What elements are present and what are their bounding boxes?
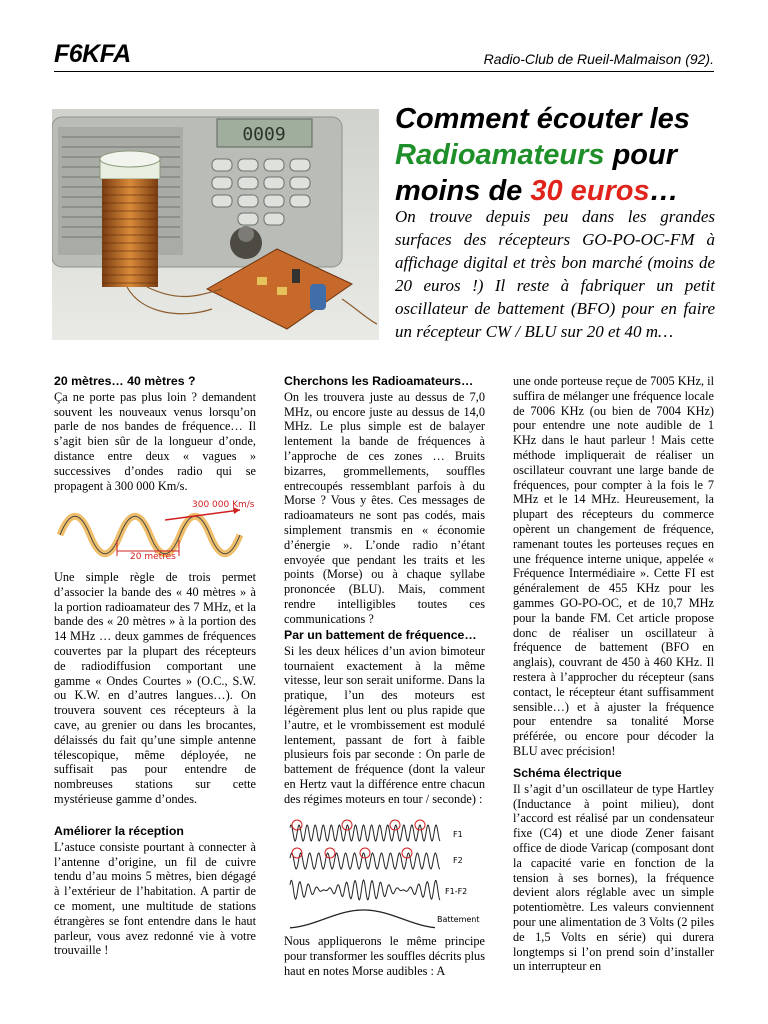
paragraph: Il s’agit d’un oscillateur de type Hartley (Inductance à point milieu), dont l’accord est réalisé par un condensateur fixe (C4) et une diode Zener faisant office de diode Varicap (composant dont la capacité varie en fonction de la tension à ses bornes), la fréquence devient alors réglable avec un simple potentiomètre. Les valeurs conviennent pour une alimentation de 3 Volts (2 piles de 1,5 Volts en série) qui durera longtemps si l’on prend soin d’installer un interrupteur en (513, 781, 714, 974)
label-battement: Battement (437, 915, 480, 924)
label-f1-f2: F1-F2 (445, 887, 468, 896)
paragraph: Une simple règle de trois permet d’associer la bande des « 40 mètres » à la portion radioamateur des 7 MHz, et la bande des « 20 mètres » à la portion des 14 MHz … deux gammes de fréquences couvertes par la plupart des récepteurs de radiodiffusion comportant une gamme « Ondes Courtes » (O.C., S.W. ou K.W. en d’autres langues…). On trouvera souvent ces récepteurs à la cave, au grenier ou dans les brocantes, délaissés du fait qu’une simple antenne télescopique, même déployée, ne suffisait pas pour entendre de nombreuses stations sur cette mystérieuse gamme d’ondes. (54, 570, 256, 806)
title-radioamateurs: Radioamateurs (395, 139, 605, 171)
beat-frequency-diagram (285, 815, 485, 935)
section-schema-electrique (513, 766, 714, 974)
section-ameliorer-reception (54, 824, 256, 958)
section-heading: Schéma électrique (513, 766, 622, 780)
section-heading: Par un battement de fréquence… (284, 628, 477, 642)
wavelength-diagram (55, 490, 255, 562)
section-heading: Améliorer la réception (54, 824, 184, 838)
label-f2: F2 (453, 856, 463, 865)
section-battement (284, 628, 485, 807)
wave-f1-f2 (290, 880, 440, 900)
wave-f1 (290, 825, 440, 841)
paragraph: Ça ne porte pas plus loin ? demandent souvent les nouveaux venus lorsqu’on parle de nos bandes de fréquence… Il s’agit bien sûr de la longueur d’onde, distance entre deux « vagues » successives d’ondes radio qui se propagent à 300 000 Km/s. (54, 389, 256, 493)
section-heading: Cherchons les Radioamateurs… (284, 374, 474, 388)
section-cherchons (284, 374, 485, 627)
article-title (395, 101, 725, 209)
title-line-2 (395, 137, 725, 173)
receiver-photo (52, 109, 379, 340)
radio-body (52, 117, 342, 267)
speed-label: 300 000 Km/s (192, 500, 255, 510)
section-battement-cont (284, 934, 485, 978)
paragraph: Si les deux hélices d’un avion bimoteur tournaient exactement à la même vitesse, leur son serait uniforme. Dans la pratique, l’un des moteurs est légèrement plus lent ou plus rapide que l’autre, et le vrombissement est modulé lentement, passant de fort à faible plusieurs fois par seconde : On parle de battement de fréquence (dont la valeur en Hertz vaut la différence entre chacun des régimes moteurs en tour / seconde) : (284, 643, 485, 806)
wave-f2 (290, 853, 440, 869)
header-divider (54, 71, 714, 72)
section-20-40-metres (54, 374, 256, 493)
title-line-3 (395, 173, 725, 209)
wavelength-label: 20 mètres (130, 552, 176, 562)
paragraph: une onde porteuse reçue de 7005 KHz, il suffira de mélanger une fréquence locale de 7006 KHz (ou bien de 7004 KHz) pour entendre une note audible de 1 KHz dans le haut parleur ! Mais cette méthode impliquerait de réaliser un oscillateur couvrant une large bande de fréquences, pour compter à la fois le 7 MHz et le 14 MHz. Heureusement, la plupart des récepteurs du commerce opèrent un changement de fréquence, ramenant toutes les porteuses reçues en une fréquence interne unique, appelée « Fréquence Intermédiaire ». Cette FI est généralement de 455 KHz pour les gammes GO-PO-OC, et de 10,7 MHz pour la bande FM. Cet article propose donc de réaliser un oscillateur à fréquence de battement (BFO en anglais), couvrant de 450 à 460 KHz. Il restera à l’approcher du récepteur (sans contact, le récepteur étant suffisamment sensible…) et à ajuster la fréquence pour entendre sa tonalité Morse préférée, ou encore pour décoder la BLU avec précision! (513, 374, 714, 758)
header-club-name: Radio-Club de Rueil-Malmaison (92). (483, 51, 714, 67)
wave-beat (290, 910, 435, 928)
paragraph: On les trouvera juste au dessus de 7,0 MHz, ou encore juste au dessus de 14,0 MHz. Le plus simple est de balayer lentement la bande de fréquences à l’approche de ces zones … Bruits bizarres, grommellements, souffles entrecoupés ressemblant parfois à du Morse ? Vous y êtes. Ces messages de radioamateurs ne sont pas codés, mais simplement transmis en « économie d’énergie ». L’onde radio n’étant envoyée que pendant les traits et les points (Morse) ou à chaque syllabe prononcée (BLU). Mais, comment rendre intelligibles toutes ces communications ? (284, 389, 485, 626)
title-price: 30 euros (530, 175, 650, 207)
title-pour: pour (604, 139, 678, 171)
coil-tube (100, 151, 160, 287)
title-ellipsis: … (649, 175, 679, 207)
title-moins-de: moins de (395, 175, 531, 207)
section-heading: 20 mètres… 40 mètres ? (54, 374, 196, 388)
section-20-40-metres-cont (54, 570, 256, 807)
radio-display: 0009 (242, 124, 286, 145)
paragraph: L’astuce consiste pourtant à connecter à l’antenne d’origine, un fil de cuivre tendu d’au moins 5 mètres, bien dégagé à l’extérieur de l’habitation. A partir de ce moment, une multitude de stations étrangères se font entendre dans le haut parleur, vous avez redonné vie à votre trouvaille ! (54, 839, 256, 958)
title-line-1: Comment écouter les (395, 103, 690, 135)
label-f1: F1 (453, 830, 463, 839)
paragraph: Nous appliquerons le même principe pour transformer les souffles décrits plus haut en notes Morse audibles : A (284, 934, 485, 978)
section-oscillateur (513, 374, 714, 759)
article-lead: On trouve depuis peu dans les grandes surfaces des récepteurs GO-PO-OC-FM à affichage digital et très bon marché (moins de 20 euros !) Il reste à fabriquer un petit oscillateur de battement (BFO) pour en faire un récepteur CW / BLU sur 20 et 40 m… (395, 207, 715, 341)
header-logo: F6KFA (54, 40, 131, 68)
